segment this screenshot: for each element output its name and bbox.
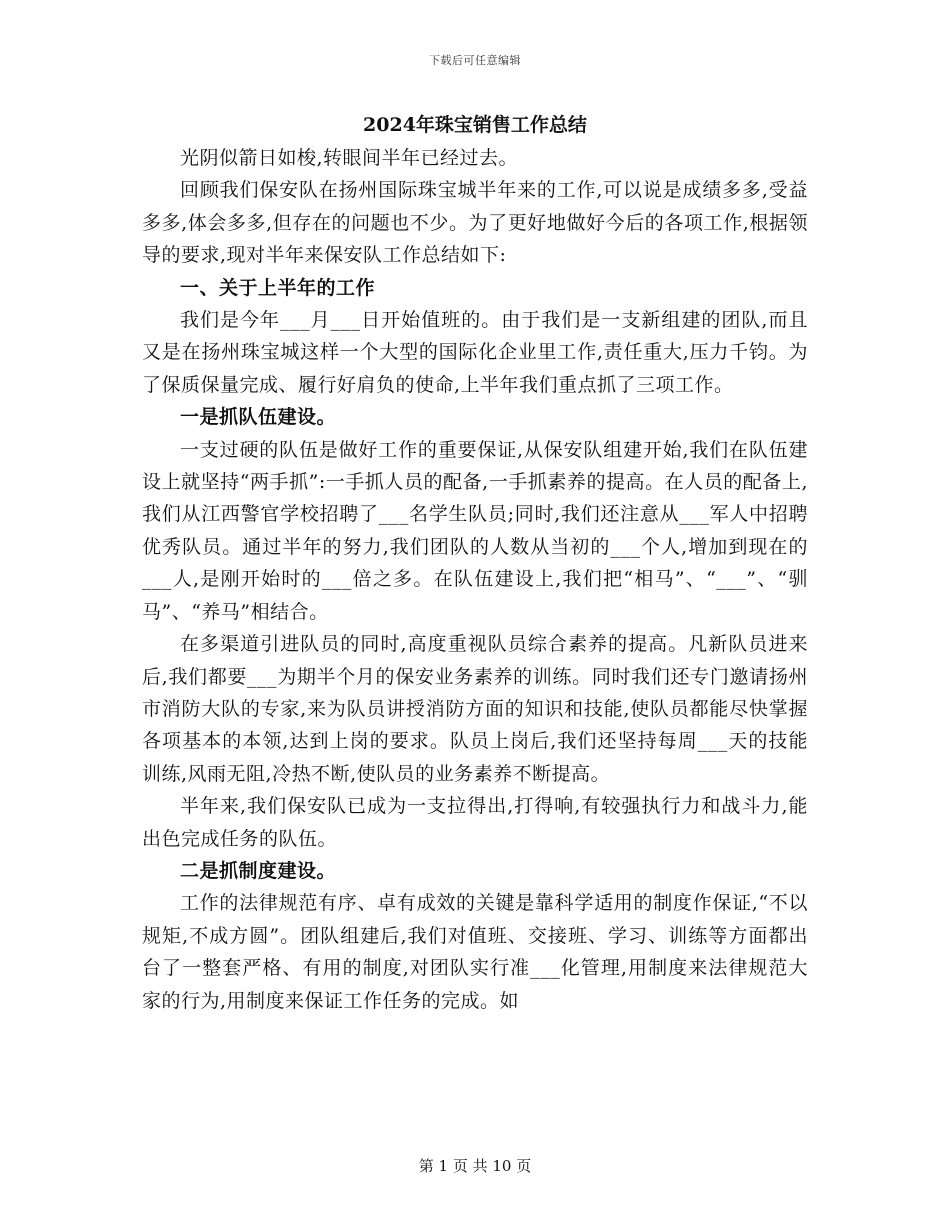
paragraph-system-building: 工作的法律规范有序、卓有成效的关键是靠科学适用的制度作保证,“不以规矩,不成方圆”。团队组建后,我们对值班、交接班、学习、训练等方面都出台了一整套严格、有用的制度,对团队实行准___化管理,用制度来法律规范大家的行为,用制度来保证工作任务的完成。如 (142, 892, 808, 1012)
page-header-note: 下载后可任意编辑 (429, 54, 521, 67)
document-body (142, 108, 808, 1017)
section-heading-first-half: 一、关于上半年的工作 (180, 276, 376, 299)
paragraph-review: 回顾我们保安队在扬州国际珠宝城半年来的工作,可以说是成绩多多,受益多多,体会多多,但存在的问题也不少。为了更好地做好今后的各项工作,根据领导的要求,现对半年来保安队工作总结如下: (142, 179, 808, 267)
page-number-footer: 第 1 页 共 10 页 (418, 1157, 532, 1175)
document-title: 2024年珠宝销售工作总结 (363, 114, 587, 136)
paragraph-team-building: 一支过硬的队伍是做好工作的重要保证,从保安队组建开始,我们在队伍建设上就坚持“两手抓”:一手抓人员的配备,一手抓素养的提高。在人员的配备上,我们从江西警官学校招聘了___名学生队员;同时,我们还注意从___军人中招聘优秀队员。通过半年的努力,我们团队的人数从当初的___个人,增加到现在的___人,是刚开始时的___倍之多。在队伍建设上,我们把“相马”、“___”、“驯马”、“养马”相结合。 (142, 438, 808, 623)
paragraph-half-year-result: 半年来,我们保安队已成为一支拉得出,打得响,有较强执行力和战斗力,能出色完成任务的队伍。 (142, 795, 808, 850)
subheading-team-building: 一是抓队伍建设。 (180, 406, 337, 429)
paragraph-start-duty: 我们是今年___月___日开始值班的。由于我们是一支新组建的团队,而且又是在扬州珠宝城这样一个大型的国际化企业里工作,责任重大,压力千钧。为了保质保量完成、履行好肩负的使命,上半年我们重点抓了三项工作。 (142, 309, 808, 396)
paragraph-intro: 光阴似箭日如梭,转眼间半年已经过去。 (180, 147, 519, 169)
subheading-system-building: 二是抓制度建设。 (180, 859, 337, 882)
paragraph-training: 在多渠道引进队员的同时,高度重视队员综合素养的提高。凡新队员进来后,我们都要___为期半个月的保安业务素养的训练。同时我们还专门邀请扬州市消防大队的专家,来为队员讲授消防方面的知识和技能,使队员都能尽快掌握各项基本的本领,达到上岗的要求。队员上岗后,我们还坚持每周___天的技能训练,风雨无阻,冷热不断,使队员的业务素养不断提高。 (142, 633, 808, 785)
